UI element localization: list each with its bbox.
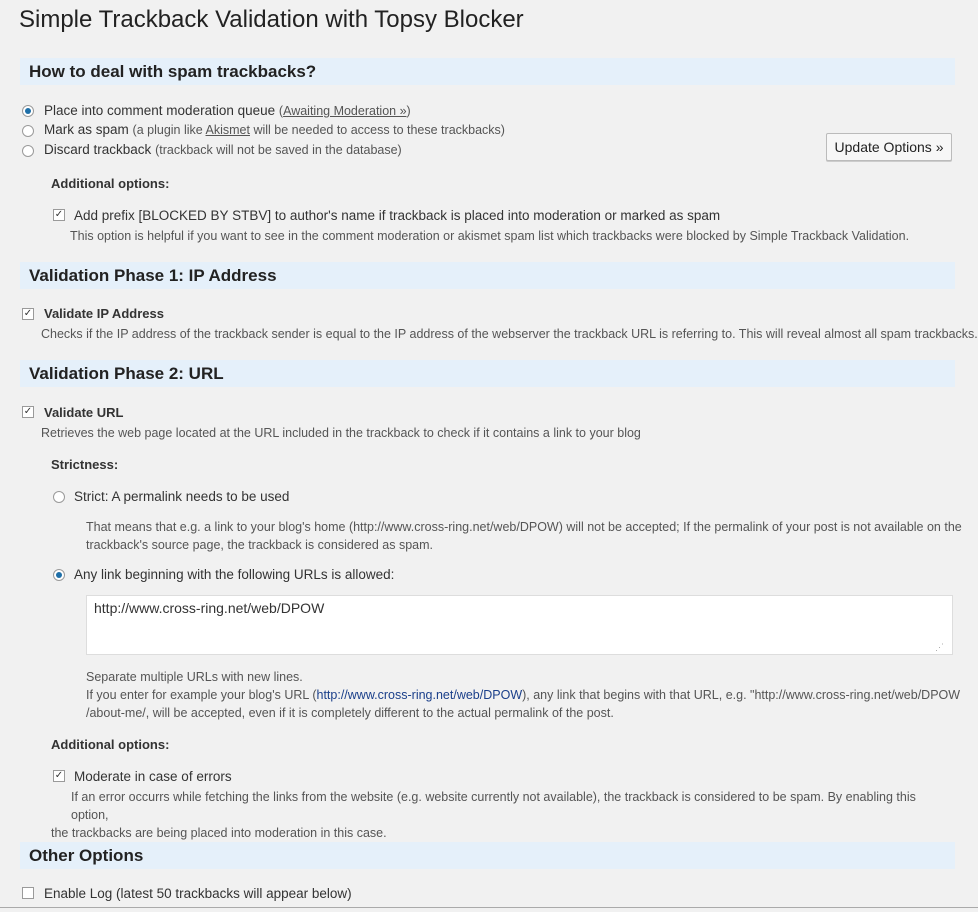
validate-ip-description: Checks if the IP address of the trackback sender is equal to the IP address of the webserver the trackback URL is referring to. This will reveal almost all spam trackbacks. — [41, 327, 978, 341]
option-label: Discard trackback — [44, 142, 152, 157]
allowed-urls-textarea[interactable] — [86, 595, 953, 655]
option-strict: Strict: A permalink needs to be used — [74, 489, 290, 504]
paren-open: ( — [278, 104, 284, 118]
akismet-link[interactable]: Akismet — [205, 123, 250, 137]
note-post: will be needed to access to these trackbacks) — [249, 123, 505, 137]
strict-desc-line1: That means that e.g. a link to your blog's home (http://www.cross-ring.net/web/DPOW) will not be accepted; If the permalink of your post is not available on the — [86, 520, 962, 534]
section-title: Validation Phase 1: IP Address — [29, 266, 277, 285]
option-mark-spam — [44, 122, 505, 137]
divider — [0, 907, 978, 908]
section-title: How to deal with spam trackbacks? — [29, 62, 317, 81]
validate-url-description: Retrieves the web page located at the URL included in the trackback to check if it contains a link to your blog — [41, 426, 641, 440]
strictness-label: Strictness: — [51, 457, 119, 472]
resize-grip-icon[interactable]: ⋰ — [935, 642, 944, 652]
section-header-phase2 — [20, 360, 955, 387]
note-pre: (a plugin like — [132, 123, 206, 137]
radio-discard[interactable] — [22, 145, 34, 157]
page-title: Simple Trackback Validation with Topsy Blocker — [19, 6, 524, 33]
option-label: Mark as spam — [44, 122, 129, 137]
example-line2: /about-me/, will be accepted, even if it is completely different to the actual permalink of the post. — [86, 706, 614, 720]
radio-mark-spam[interactable] — [22, 125, 34, 137]
option-any-link: Any link beginning with the following URLs is allowed: — [74, 567, 395, 582]
option-discard — [44, 142, 402, 157]
checkbox-enable-log[interactable] — [22, 887, 34, 899]
section-header-spam — [20, 58, 955, 85]
add-prefix-description: This option is helpful if you want to see in the comment moderation or akismet spam list which trackbacks were blocked by Simple Trackback Validation. — [70, 229, 910, 243]
checkbox-validate-ip[interactable]: ✓ — [23, 308, 33, 319]
radio-moderation-queue[interactable] — [22, 105, 34, 117]
option-moderate-errors: Moderate in case of errors — [74, 769, 232, 784]
moderate-desc-line2: the trackbacks are being placed into moderation in this case. — [51, 826, 387, 840]
example-pre: If you enter for example your blog's URL ( — [86, 688, 317, 702]
paren-close: ) — [406, 104, 411, 118]
update-options-button[interactable]: Update Options » — [826, 133, 952, 161]
additional-options-label-2: Additional options: — [51, 737, 170, 752]
checkbox-validate-url[interactable]: ✓ — [23, 406, 33, 417]
strict-desc-line2: trackback's source page, the trackback is considered as spam. — [86, 538, 433, 552]
additional-options-label: Additional options: — [51, 176, 170, 191]
example-post: ), any link that begins with that URL, e.g. "http://www.cross-ring.net/web/DPOW — [522, 688, 961, 702]
radio-any-link[interactable] — [53, 569, 65, 581]
option-label: Place into comment moderation queue — [44, 103, 276, 118]
section-header-phase1 — [20, 262, 955, 289]
strict-description — [86, 518, 962, 554]
moderate-desc-line1: If an error occurrs while fetching the links from the website (e.g. website currently not available), the trackback is considered to be spam. By enabling this option, — [71, 790, 916, 822]
section-header-other — [20, 842, 955, 869]
example-url: http://www.cross-ring.net/web/DPOW — [316, 688, 523, 702]
option-validate-ip: Validate IP Address — [44, 306, 164, 321]
option-moderation-queue — [44, 103, 411, 118]
option-validate-url: Validate URL — [44, 405, 124, 420]
checkbox-add-prefix[interactable]: ✓ — [54, 209, 64, 220]
example-line1 — [86, 686, 960, 704]
checkbox-moderate-errors[interactable]: ✓ — [54, 770, 64, 781]
awaiting-moderation-link[interactable]: Awaiting Moderation » — [283, 104, 407, 118]
urls-help — [86, 668, 960, 722]
radio-strict[interactable] — [53, 491, 65, 503]
section-title: Validation Phase 2: URL — [29, 364, 224, 383]
moderate-description — [51, 788, 951, 842]
option-note: (trackback will not be saved in the database) — [155, 143, 402, 157]
option-add-prefix: Add prefix [BLOCKED BY STBV] to author's name if trackback is placed into moderation or marked as spam — [74, 208, 721, 223]
option-enable-log: Enable Log (latest 50 trackbacks will appear below) — [44, 886, 352, 901]
section-title: Other Options — [29, 846, 144, 865]
separate-note: Separate multiple URLs with new lines. — [86, 670, 303, 684]
